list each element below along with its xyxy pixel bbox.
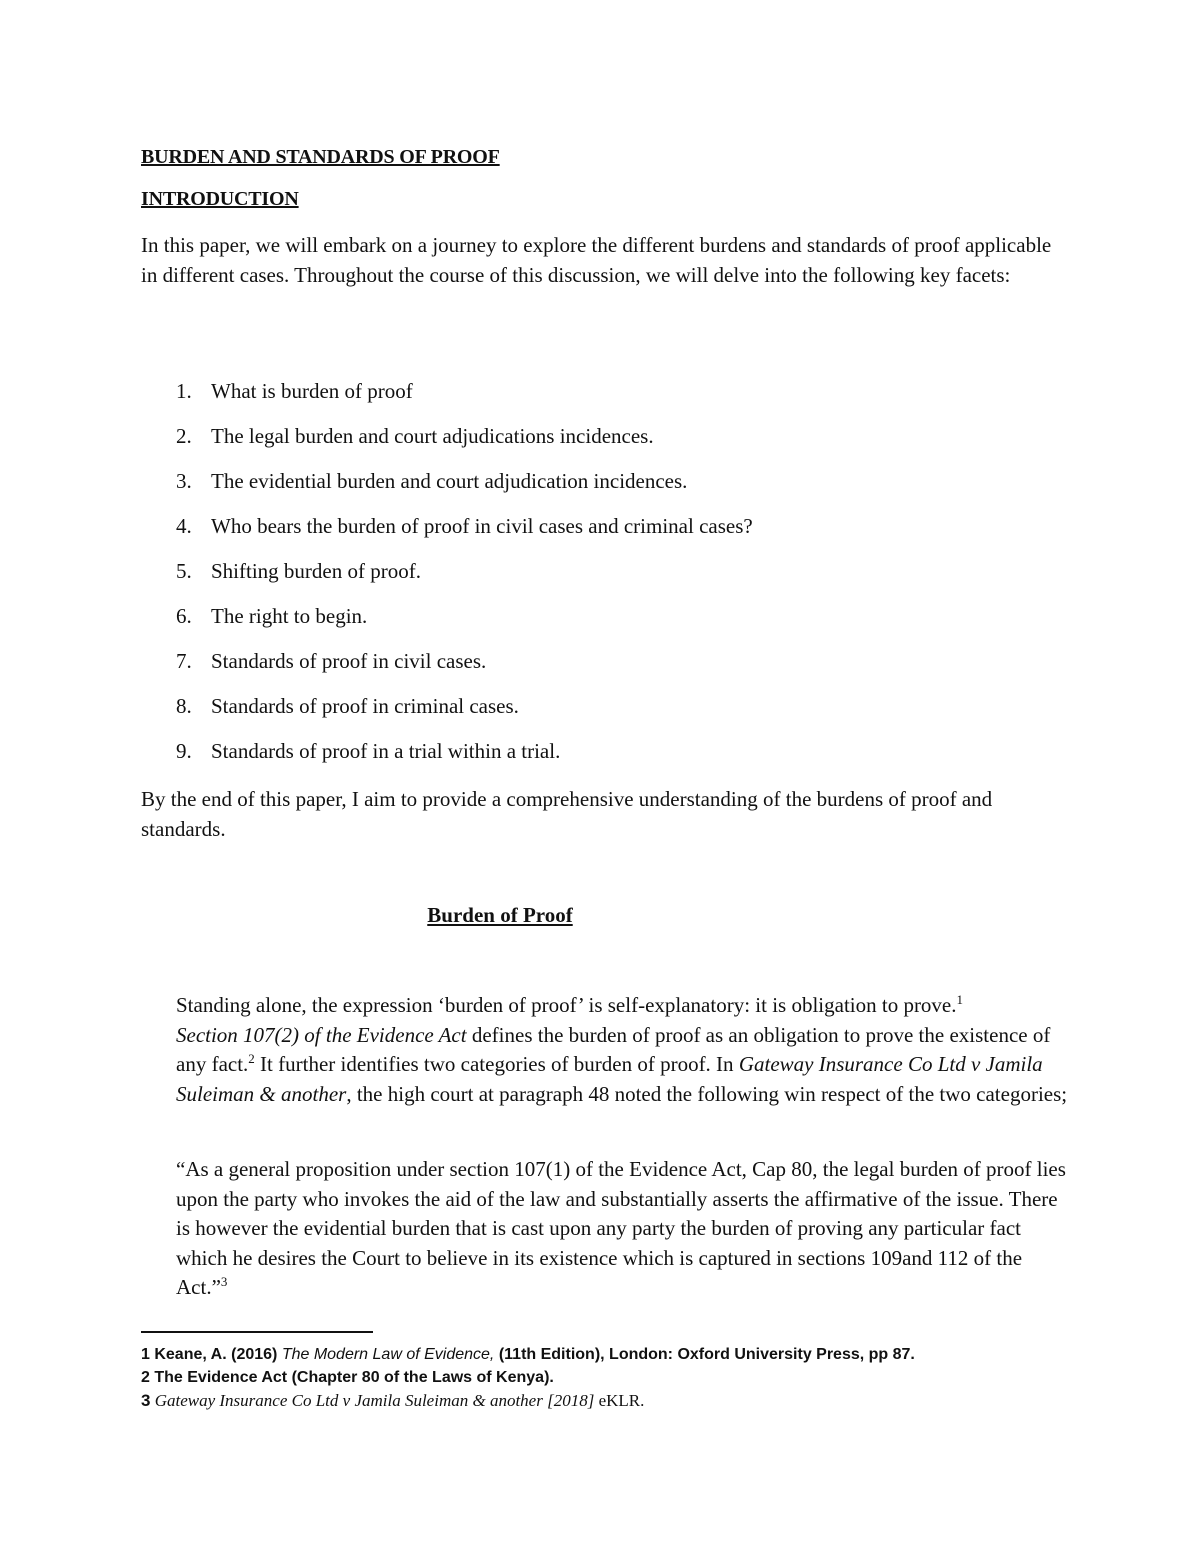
body-paragraph-1: [176, 991, 1076, 1109]
list-item-text: Who bears the burden of proof in civil cases and criminal cases?: [211, 514, 753, 538]
list-item-number: 1.: [176, 379, 192, 403]
list-item-number: 4.: [176, 514, 192, 538]
footnote-ref-2[interactable]: 2: [248, 1051, 255, 1066]
list-item-number: 8.: [176, 694, 192, 718]
list-item: [141, 646, 1041, 691]
footnote-number: 1: [141, 1346, 150, 1363]
footnote-number: 2: [141, 1369, 150, 1386]
body-text: Standing alone, the expression ‘burden of proof’ is self-explanatory: it is obligation to prove.: [176, 993, 957, 1017]
footnote-3: [141, 1390, 644, 1412]
section-heading: [0, 903, 1000, 928]
list-item: [141, 691, 1041, 736]
closing-paragraph: By the end of this paper, I aim to provide a comprehensive understanding of the burdens of proof and standards.: [141, 787, 993, 841]
list-item-number: 6.: [176, 604, 192, 628]
footnote-case-citation: Gateway Insurance Co Ltd v Jamila Suleiman & another [2018]: [150, 1391, 595, 1410]
footnote-text: The Evidence Act (Chapter 80 of the Laws of Kenya).: [149, 1369, 554, 1386]
document-title: BURDEN AND STANDARDS OF PROOF: [141, 146, 500, 168]
list-item-text: Standards of proof in criminal cases.: [211, 694, 519, 718]
body-text: It further identifies two categories of burden of proof. In: [254, 1052, 739, 1076]
facets-list: [141, 376, 1041, 781]
quote-text: “As a general proposition under section 107(1) of the Evidence Act, Cap 80, the legal burden of proof lies upon the party who invokes the aid of the law and substantially asserts the affirmative of the issue. There is however the evidential burden that is cast upon any party the burden of proving any particular fact which he desires the Court to believe in its existence which is captured in sections 109and 112 of the Act.”: [176, 1157, 1066, 1299]
list-item-number: 7.: [176, 649, 192, 673]
list-item: [141, 511, 1041, 556]
list-item-number: 5.: [176, 559, 192, 583]
body-text: defines the burden of proof as an obligation to prove the existence of any fact.: [176, 1022, 1051, 1076]
list-item: [141, 556, 1041, 601]
act-citation: Section 107(2) of the Evidence Act: [176, 1022, 467, 1047]
intro-paragraph: In this paper, we will embark on a journey to explore the different burdens and standards of proof applicable in different cases. Throughout the course of this discussion, we will delve into the following key facets:: [141, 233, 1052, 287]
body-text: , the high court at paragraph 48 noted the following win respect of the two categories;: [346, 1081, 1068, 1106]
footnote-ref-1[interactable]: 1: [956, 992, 964, 1007]
case-citation: Gateway Insurance Co Ltd v Jamila Suleiman & another: [176, 1052, 1043, 1106]
list-item-text: Shifting burden of proof.: [211, 559, 421, 583]
introduction-heading: INTRODUCTION: [141, 188, 299, 210]
footnote-text: eKLR.: [594, 1391, 645, 1410]
list-item-text: The right to begin.: [211, 604, 368, 628]
list-item: [141, 421, 1041, 466]
list-item-text: Standards of proof in civil cases.: [211, 649, 487, 673]
list-item-text: The legal burden and court adjudications incidences.: [211, 424, 654, 448]
footnote-book-title: The Modern Law of Evidence,: [281, 1346, 495, 1363]
list-item-text: What is burden of proof: [211, 379, 413, 403]
footnote-text: Keane, A. (2016): [149, 1346, 282, 1363]
list-item-text: The evidential burden and court adjudication incidences.: [211, 469, 688, 493]
list-item: [141, 466, 1041, 511]
list-item-number: 2.: [176, 424, 192, 448]
footnote-1: [141, 1344, 915, 1366]
list-item-text: Standards of proof in a trial within a trial.: [211, 739, 561, 763]
footnote-2: [141, 1367, 554, 1389]
list-item: [141, 601, 1041, 646]
footnote-separator: [141, 1331, 373, 1333]
footnote-ref-3[interactable]: 3: [220, 1274, 228, 1289]
footnote-number: 3: [141, 1391, 151, 1410]
list-item-number: 3.: [176, 469, 192, 493]
list-item: [141, 376, 1041, 421]
section-heading-text: Burden of Proof: [427, 903, 573, 927]
list-item-number: 9.: [176, 739, 192, 763]
quote-paragraph: [176, 1155, 1076, 1303]
list-item: [141, 736, 1041, 781]
footnote-text: (11th Edition), London: Oxford University Press, pp 87.: [494, 1346, 915, 1363]
